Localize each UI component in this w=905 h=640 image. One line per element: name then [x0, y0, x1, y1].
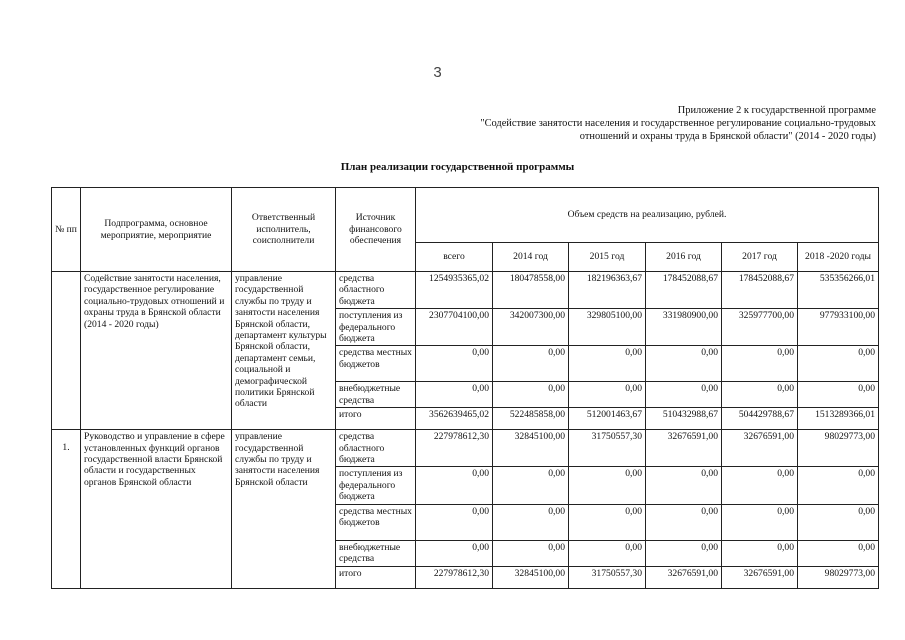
amount-cell: 0,00 [722, 382, 798, 408]
header-year: 2017 год [722, 243, 798, 272]
header-subprogram: Подпрограмма, основное мероприятие, мероприятие [81, 188, 232, 272]
page-number: 3 [433, 64, 442, 81]
amount-cell: 0,00 [646, 467, 722, 504]
amount-cell: 227978612,30 [416, 430, 493, 467]
amount-cell: 32845100,00 [493, 566, 569, 588]
header-year: 2014 год [493, 243, 569, 272]
appendix-note [436, 104, 876, 144]
amount-cell: 32676591,00 [646, 566, 722, 588]
amount-cell: 329805100,00 [569, 309, 646, 346]
amount-cell: 0,00 [646, 346, 722, 382]
header-year: всего [416, 243, 493, 272]
amount-cell: 0,00 [798, 382, 879, 408]
amount-cell: 180478558,00 [493, 272, 569, 309]
funding-source: средства местных бюджетов [336, 346, 416, 382]
amount-cell: 31750557,30 [569, 566, 646, 588]
amount-cell: 178452088,67 [722, 272, 798, 309]
amount-cell: 0,00 [416, 382, 493, 408]
subprogram-name: Руководство и управление в сфере установленных функций органов государственной власти Брянской области и государственных органов Брянской области [81, 430, 232, 588]
amount-cell: 510432988,67 [646, 408, 722, 430]
funding-source: средства областного бюджета [336, 430, 416, 467]
header-source: Источник финансового обеспечения [336, 188, 416, 272]
amount-cell: 227978612,30 [416, 566, 493, 588]
amount-cell: 0,00 [646, 540, 722, 566]
appendix-line: Приложение 2 к государственной программе [677, 105, 876, 116]
amount-cell: 512001463,67 [569, 408, 646, 430]
header-volume: Объем средств на реализацию, рублей. [416, 188, 879, 243]
funding-source: поступления из федерального бюджета [336, 467, 416, 504]
header-year: 2015 год [569, 243, 646, 272]
executor-name: управление государственной службы по труду и занятости населения Брянской области, департамент культуры Брянской области, департамент семьи, социальной и демографической политики Брянской области [232, 272, 336, 430]
amount-cell: 331980900,00 [646, 309, 722, 346]
funding-source: поступления из федерального бюджета [336, 309, 416, 346]
funding-source: средства местных бюджетов [336, 504, 416, 540]
table-row [52, 272, 879, 309]
amount-cell: 0,00 [569, 346, 646, 382]
amount-cell: 1254935365,02 [416, 272, 493, 309]
amount-cell: 2307704100,00 [416, 309, 493, 346]
amount-cell: 1513289366,01 [798, 408, 879, 430]
amount-cell: 98029773,00 [798, 430, 879, 467]
amount-cell: 32845100,00 [493, 430, 569, 467]
amount-cell: 0,00 [569, 467, 646, 504]
amount-cell: 178452088,67 [646, 272, 722, 309]
amount-cell: 31750557,30 [569, 430, 646, 467]
funding-source: итого [336, 566, 416, 588]
amount-cell: 32676591,00 [646, 430, 722, 467]
amount-cell: 0,00 [646, 504, 722, 540]
amount-cell: 3562639465,02 [416, 408, 493, 430]
amount-cell: 98029773,00 [798, 566, 879, 588]
amount-cell: 0,00 [798, 346, 879, 382]
amount-cell: 0,00 [646, 382, 722, 408]
row-number [52, 272, 81, 430]
amount-cell: 0,00 [493, 540, 569, 566]
table-row [52, 430, 879, 467]
executor-name: управление государственной службы по труду и занятости населения Брянской области [232, 430, 336, 588]
header-num: № пп [52, 188, 81, 272]
amount-cell: 0,00 [416, 540, 493, 566]
amount-cell: 0,00 [722, 467, 798, 504]
funding-source: средства областного бюджета [336, 272, 416, 309]
amount-cell: 0,00 [569, 540, 646, 566]
amount-cell: 977933100,00 [798, 309, 879, 346]
amount-cell: 535356266,01 [798, 272, 879, 309]
amount-cell: 0,00 [416, 504, 493, 540]
amount-cell: 342007300,00 [493, 309, 569, 346]
amount-cell: 0,00 [569, 504, 646, 540]
amount-cell: 0,00 [416, 467, 493, 504]
amount-cell: 0,00 [798, 467, 879, 504]
appendix-line: "Содействие занятости населения и государственное регулирование социально-трудовых [480, 118, 876, 130]
amount-cell: 0,00 [798, 504, 879, 540]
amount-cell: 0,00 [569, 382, 646, 408]
header-year: 2016 год [646, 243, 722, 272]
amount-cell: 32676591,00 [722, 566, 798, 588]
amount-cell: 0,00 [493, 346, 569, 382]
amount-cell: 0,00 [493, 504, 569, 540]
header-executor: Ответственный исполнитель, соисполнители [232, 188, 336, 272]
amount-cell: 0,00 [416, 346, 493, 382]
funding-source: внебюджетные средства [336, 382, 416, 408]
amount-cell: 504429788,67 [722, 408, 798, 430]
amount-cell: 0,00 [722, 346, 798, 382]
funding-source: внебюджетные средства [336, 540, 416, 566]
amount-cell: 325977700,00 [722, 309, 798, 346]
appendix-line: отношений и охраны труда в Брянской области" (2014 - 2020 годы) [579, 131, 876, 143]
amount-cell: 0,00 [798, 540, 879, 566]
amount-cell: 522485858,00 [493, 408, 569, 430]
amount-cell: 32676591,00 [722, 430, 798, 467]
amount-cell: 0,00 [493, 467, 569, 504]
row-number: 1. [52, 430, 81, 588]
header-year: 2018 -2020 годы [798, 243, 879, 272]
plan-table [51, 187, 879, 589]
funding-source: итого [336, 408, 416, 430]
document-title: План реализации государственной программы [340, 161, 575, 173]
amount-cell: 0,00 [493, 382, 569, 408]
amount-cell: 0,00 [722, 504, 798, 540]
amount-cell: 0,00 [722, 540, 798, 566]
amount-cell: 182196363,67 [569, 272, 646, 309]
subprogram-name: Содействие занятости населения, государственное регулирование социально-трудовых отношений и охраны труда в Брянской области (2014 - 2020 годы) [81, 272, 232, 430]
